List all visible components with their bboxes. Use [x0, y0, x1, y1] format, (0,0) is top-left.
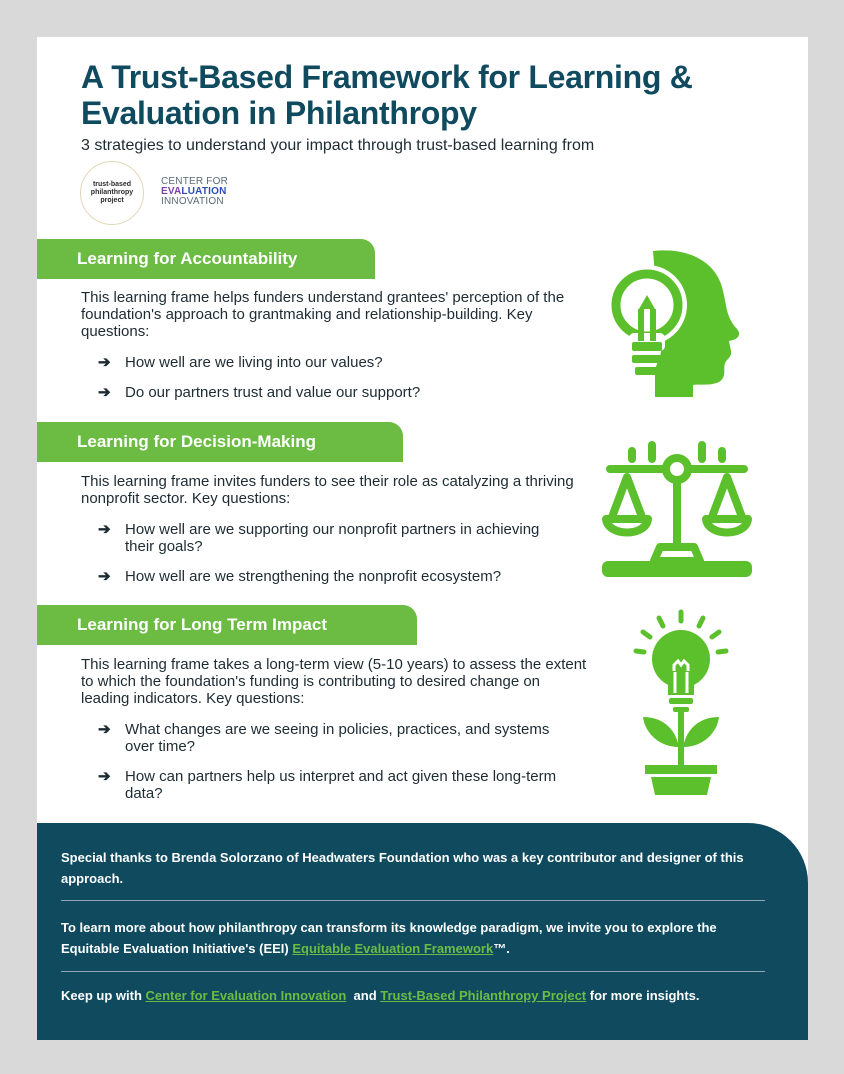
arrow-icon: ➔ — [98, 384, 111, 401]
question-item: ➔ Do our partners trust and value our support? — [98, 384, 421, 401]
section-intro: This learning frame helps funders understand grantees' perception of the foundation's approach to grantmaking and relationship-building. Key questions: — [81, 289, 565, 340]
section-heading-decision-making: Learning for Decision-Making — [37, 422, 403, 462]
lightbulb-head-icon — [599, 247, 749, 397]
section-body-decision-making — [81, 473, 591, 585]
question-item: ➔ How well are we supporting our nonprofit partners in achieving their goals? — [98, 521, 540, 555]
section-intro: This learning frame invites funders to see their role as catalyzing a thriving nonprofit sector. Key questions: — [81, 473, 574, 507]
footer-learn-more: To learn more about how philanthropy can transform its knowledge paradigm, we invite you to explore the Equitable Evaluation Initiative's (EEI) Equitable Evaluation Framework™. — [61, 920, 717, 956]
footer-divider — [61, 900, 765, 901]
page-title: A Trust-Based Framework for Learning & Evaluation in Philanthropy — [81, 59, 693, 131]
footer-divider — [61, 971, 765, 972]
cei-logo-line1: CENTER FOR — [161, 176, 228, 187]
arrow-icon: ➔ — [98, 721, 111, 738]
tbp-link[interactable]: Trust-Based Philanthropy Project — [380, 988, 587, 1003]
section-heading-long-term-impact: Learning for Long Term Impact — [37, 605, 417, 645]
question-item: ➔ How well are we living into our values? — [98, 354, 383, 371]
center-for-evaluation-innovation-logo — [161, 177, 228, 207]
infographic-page — [37, 37, 808, 1040]
arrow-icon: ➔ — [98, 354, 111, 371]
section-heading-accountability: Learning for Accountability — [37, 239, 375, 279]
question-item: ➔ How can partners help us interpret and act given these long-term data? — [98, 768, 557, 802]
section-intro: This learning frame takes a long-term view (5-10 years) to assess the extent to which the foundation's funding is contributing to desired change on leading indicators. Key questions: — [81, 656, 587, 707]
page-subtitle: 3 strategies to understand your impact through trust-based learning from — [81, 137, 595, 154]
arrow-icon: ➔ — [98, 521, 111, 538]
cei-link[interactable]: Center for Evaluation Innovation — [145, 988, 347, 1003]
question-item: ➔ How well are we strengthening the nonprofit ecosystem? — [98, 568, 502, 585]
footer — [37, 823, 808, 1040]
cei-logo-line2: EVALUATION — [161, 186, 227, 197]
footer-keep-up: Keep up with Center for Evaluation Innovation and Trust-Based Philanthropy Project for more insights. — [61, 988, 700, 1003]
footer-thanks: Special thanks to Brenda Solorzano of Headwaters Foundation who was a key contributor and designer of this approach. — [61, 850, 744, 886]
arrow-icon: ➔ — [98, 768, 111, 785]
arrow-icon: ➔ — [98, 568, 111, 585]
section-body-accountability — [81, 289, 591, 401]
scales-icon — [602, 437, 752, 579]
question-item: ➔ What changes are we seeing in policies, practices, and systems over time? — [98, 721, 550, 755]
tbp-logo-text: trust-based philanthropy project — [90, 181, 134, 204]
cei-logo-line3: INNOVATION — [161, 196, 224, 207]
eei-framework-link[interactable]: Equitable Evaluation Framework — [292, 941, 494, 956]
lightbulb-plant-icon — [631, 609, 731, 795]
section-body-long-term-impact — [81, 656, 591, 802]
trust-based-philanthropy-logo — [80, 161, 144, 225]
